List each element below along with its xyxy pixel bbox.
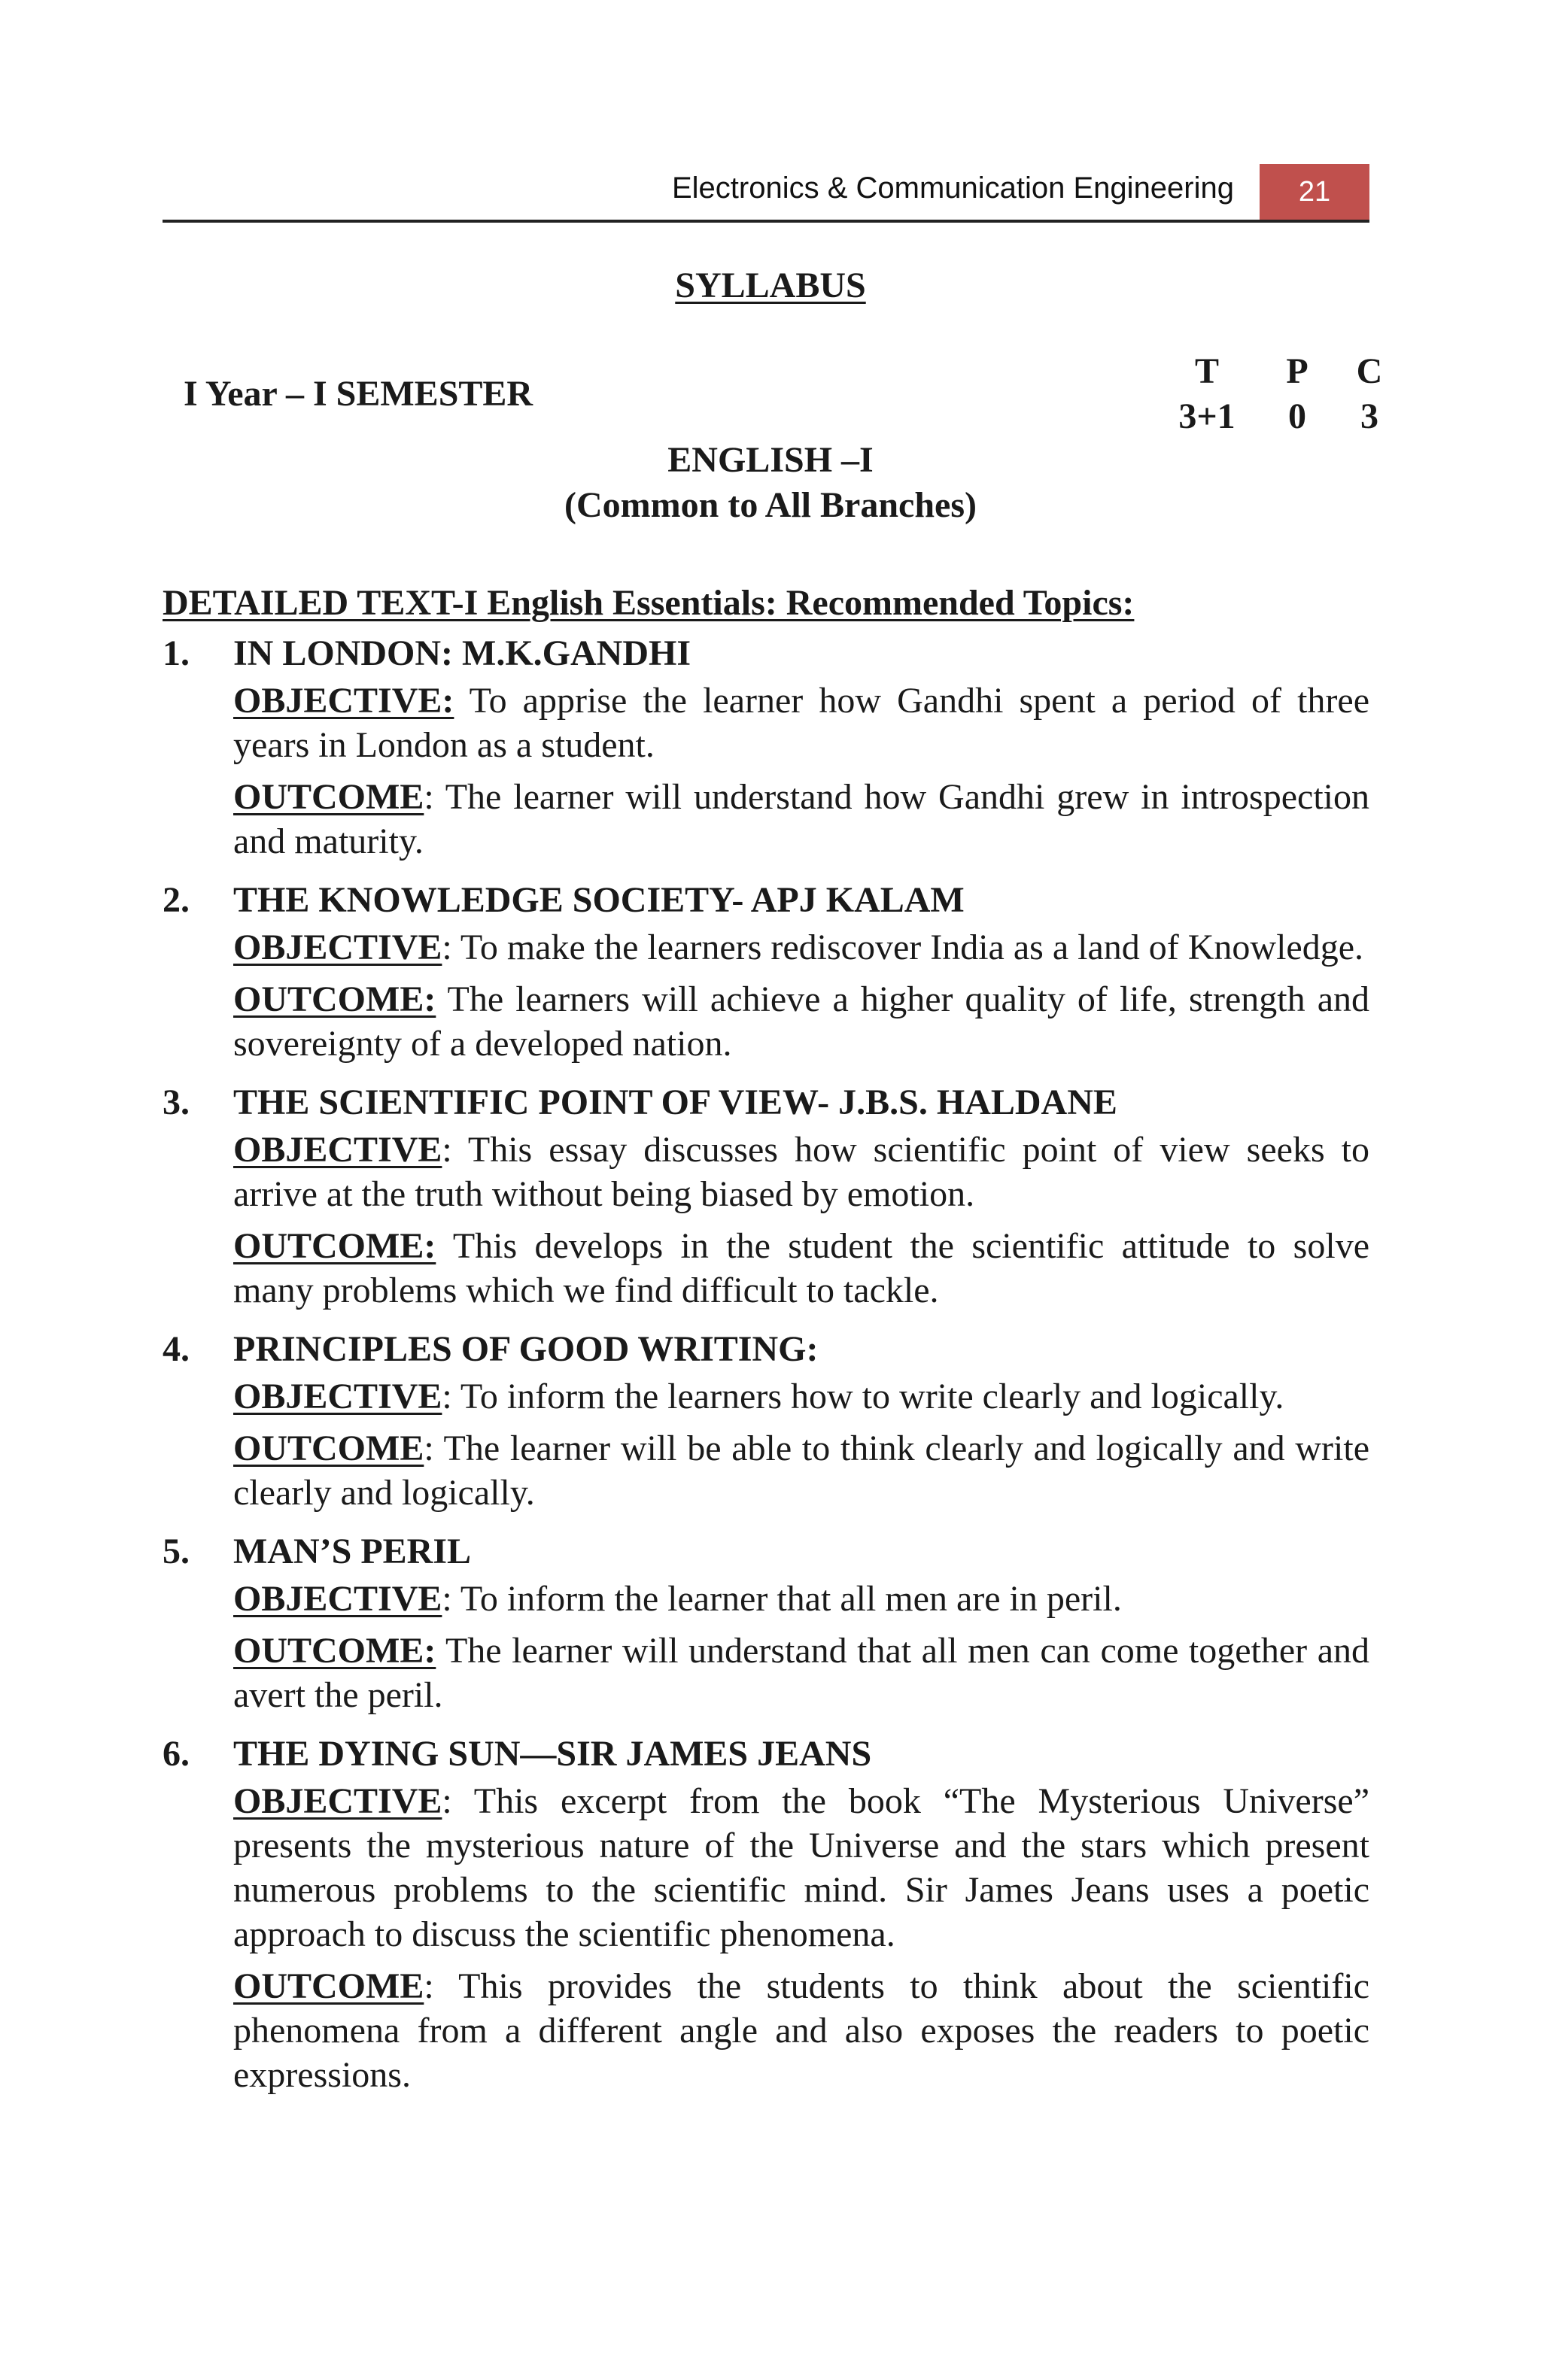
topic-heading	[163, 1078, 1369, 1128]
objective-text: : To inform the learners how to write clearly and logically.	[442, 1377, 1284, 1416]
topic-number: 6.	[163, 1734, 190, 1774]
objective-text: : To inform the learner that all men are in peril.	[442, 1579, 1122, 1619]
topic-title: MAN’S PERIL	[233, 1532, 472, 1571]
objective-text: To apprise the learner how Gandhi spent a period of three years in London as a student.	[233, 681, 1369, 765]
objective-label: OBJECTIVE	[233, 1781, 442, 1821]
topic-outcome	[233, 1629, 1369, 1717]
topic-number: 3.	[163, 1082, 190, 1122]
outcome-text: The learners will achieve a higher quality of life, strength and sovereignty of a developed nation.	[233, 979, 1369, 1064]
outcome-label: OUTCOME	[233, 1966, 424, 2006]
topic-outcome	[233, 1224, 1369, 1313]
topic-item	[163, 1325, 1369, 1515]
topic-objective	[233, 925, 1369, 970]
topic-outcome	[233, 775, 1369, 864]
topic-outcome	[233, 977, 1369, 1066]
objective-label: OBJECTIVE	[233, 1130, 442, 1170]
topic-objective	[233, 1577, 1369, 1621]
outcome-text: The learner will understand that all men can come together and avert the peril.	[233, 1631, 1369, 1715]
topic-number: 2.	[163, 880, 190, 920]
topic-number: 5.	[163, 1532, 190, 1571]
objective-text: : To make the learners rediscover India as a land of Knowledge.	[442, 927, 1364, 967]
topic-item	[163, 1078, 1369, 1313]
topic-outcome	[233, 1964, 1369, 2097]
topic-title: PRINCIPLES OF GOOD WRITING:	[233, 1329, 819, 1369]
tpc-header-t: T	[1194, 351, 1219, 391]
syllabus-title-text: SYLLABUS	[675, 266, 866, 305]
topic-heading	[163, 629, 1369, 678]
objective-label: OBJECTIVE	[233, 927, 442, 967]
tpc-header-p: P	[1286, 351, 1308, 391]
topic-heading	[163, 876, 1369, 925]
objective-text: : This excerpt from the book “The Mysterious Universe” presents the mysterious nature of the Universe and the stars which present numerous problems to the scientific mind. Sir James Jeans uses a poetic approach to discuss the scientific phenomena.	[233, 1781, 1369, 1954]
topic-title: IN LONDON: M.K.GANDHI	[233, 633, 691, 673]
outcome-text: : This provides the students to think about the scientific phenomena from a different angle and also exposes the readers to poetic expressions.	[233, 1966, 1369, 2095]
topic-title: THE KNOWLEDGE SOCIETY- APJ KALAM	[233, 880, 965, 920]
outcome-text: This develops in the student the scientific attitude to solve many problems which we find difficult to tackle.	[233, 1226, 1369, 1310]
course-subtitle: (Common to All Branches)	[564, 485, 977, 525]
topic-title: THE DYING SUN—SIR JAMES JEANS	[233, 1734, 872, 1774]
outcome-text: : The learner will understand how Gandhi grew in introspection and maturity.	[233, 777, 1369, 861]
tpc-value-c: 3	[1360, 396, 1378, 436]
tpc-value-t: 3+1	[1178, 396, 1236, 436]
syllabus-title	[0, 265, 1541, 306]
objective-label: OBJECTIVE	[233, 1579, 442, 1619]
topic-objective	[233, 1779, 1369, 1957]
outcome-label: OUTCOME:	[233, 979, 436, 1019]
detailed-text-heading	[163, 582, 1134, 624]
page-header	[163, 164, 1369, 223]
semester-label: I Year – I SEMESTER	[184, 374, 533, 414]
outcome-label: OUTCOME	[233, 1428, 424, 1468]
objective-label: OBJECTIVE:	[233, 681, 454, 721]
course-name: ENGLISH –I	[667, 440, 874, 480]
header-title: Electronics & Communication Engineering	[671, 172, 1234, 205]
topic-outcome	[233, 1426, 1369, 1515]
outcome-text: : The learner will be able to think clearly and logically and write clearly and logically.	[233, 1428, 1369, 1513]
tpc-header-c: C	[1356, 351, 1383, 391]
outcome-label: OUTCOME:	[233, 1631, 436, 1671]
topic-number: 4.	[163, 1329, 190, 1369]
detailed-text-heading-text: DETAILED TEXT-I English Essentials: Recommended Topics:	[163, 583, 1135, 623]
objective-text: : This essay discusses how scientific point of view seeks to arrive at the truth without being biased by emotion.	[233, 1130, 1369, 1214]
tpc-value-p: 0	[1288, 396, 1306, 436]
topic-item	[163, 629, 1369, 864]
topic-number: 1.	[163, 633, 190, 673]
topic-objective	[233, 1128, 1369, 1216]
objective-label: OBJECTIVE	[233, 1377, 442, 1416]
topic-item	[163, 1729, 1369, 2097]
topic-objective	[233, 678, 1369, 767]
outcome-label: OUTCOME:	[233, 1226, 436, 1266]
outcome-label: OUTCOME	[233, 777, 424, 817]
page-number-badge: 21	[1260, 164, 1369, 220]
topic-title: THE SCIENTIFIC POINT OF VIEW- J.B.S. HALDANE	[233, 1082, 1117, 1122]
topic-item	[163, 876, 1369, 1066]
topic-heading	[163, 1729, 1369, 1779]
topics-list	[163, 629, 1369, 2109]
topic-heading	[163, 1325, 1369, 1374]
topic-objective	[233, 1374, 1369, 1419]
topic-item	[163, 1527, 1369, 1717]
topic-heading	[163, 1527, 1369, 1577]
